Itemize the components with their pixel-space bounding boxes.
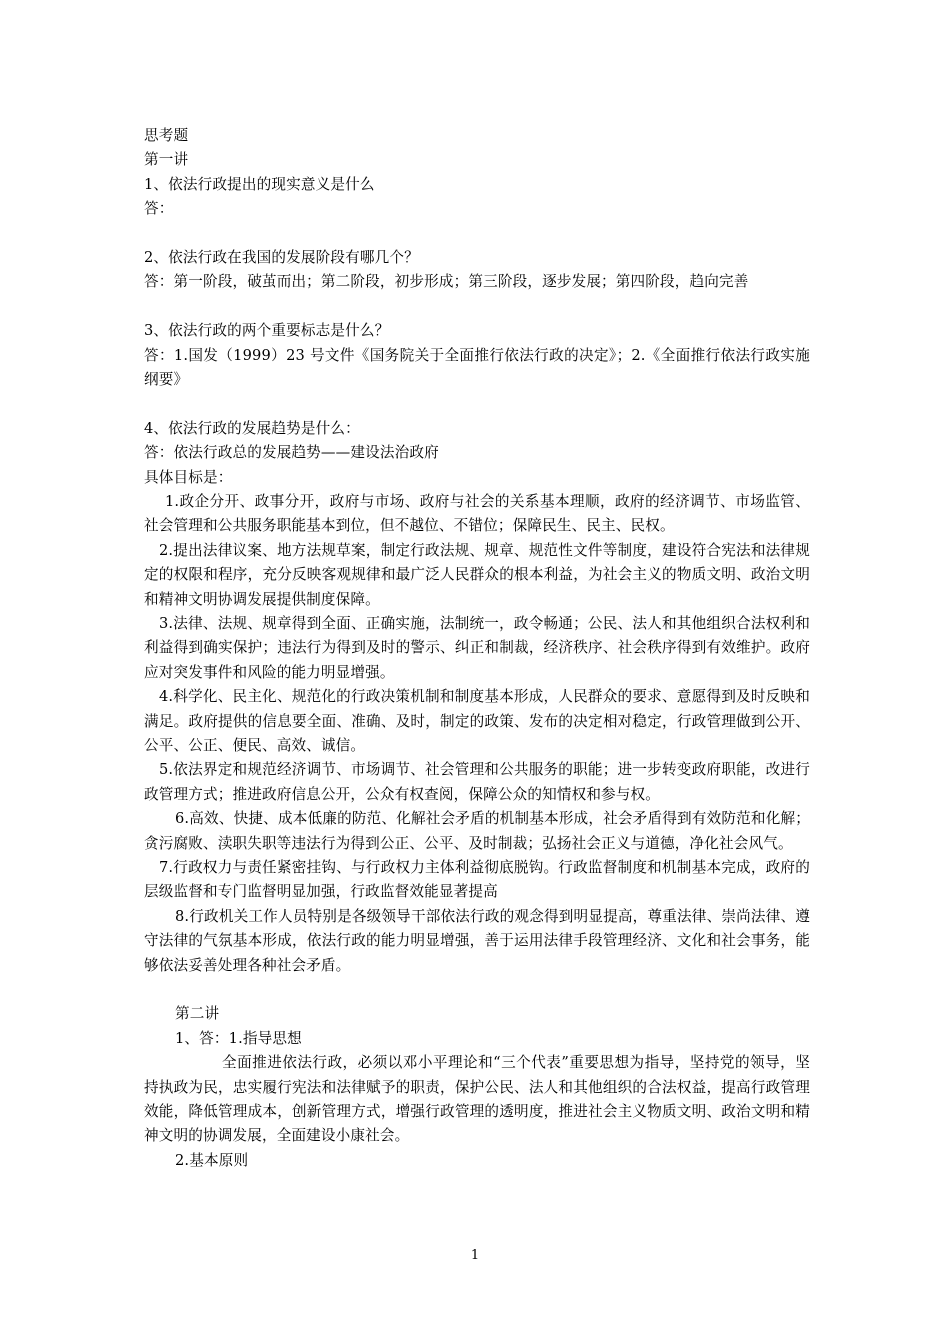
goal-item-6: 6.高效、快捷、成本低廉的防范、化解社会矛盾的机制基本形成，社会矛盾得到有效防范和化解；贪污腐败、渎职失职等违法行为得到公正、公平、及时制裁；弘扬社会正义与道德，净化社会风气。 — [144, 810, 810, 852]
blank-line — [144, 222, 810, 246]
goal-item-3: 3.法律、法规、规章得到全面、正确实施，法制统一，政令畅通；公民、法人和其他组织合法权利和利益得到确实保护；违法行为得到及时的警示、纠正和制裁，经济秩序、社会秩序得到有效维护。政府应对突发事件和风险的能力明显增强。 — [144, 614, 810, 681]
blank-line — [144, 978, 810, 1002]
question-1: 1、依法行政提出的现实意义是什么 — [144, 175, 375, 193]
page-number: 1 — [470, 1248, 480, 1263]
document-body — [144, 124, 810, 1173]
lecture-2-heading: 第二讲 — [175, 1005, 220, 1023]
goal-item-4: 4.科学化、民主化、规范化的行政决策机制和制度基本形成，人民群众的要求、意愿得到及时反映和满足。政府提供的信息要全面、准确、及时，制定的政策、发布的决定相对稳定，行政管理做到公开、公平、公正、便民、高效、诚信。 — [144, 688, 810, 754]
question-4: 4、依法行政的发展趋势是什么： — [144, 419, 360, 437]
answer-4: 答：依法行政总的发展趋势——建设法治政府 — [144, 444, 439, 462]
lecture-2-answer-1-body: 全面推进依法行政，必须以邓小平理论和“三个代表”重要思想为指导，坚持党的领导，坚持执政为民，忠实履行宪法和法律赋予的职责，保护公民、法人和其他组织的合法权益，提高行政管理效能，降低管理成本，创新管理方式，增强行政管理的透明度，推进社会主义物质文明、政治文明和精神文明的协调发展，全面建设小康社会。 — [144, 1054, 810, 1145]
answer-1: 答： — [144, 200, 174, 218]
lecture-2-subheading-2: 2.基本原则 — [175, 1151, 249, 1169]
goal-item-7: 7.行政权力与责任紧密挂钩、与行政权力主体利益彻底脱钩。行政监督制度和机制基本完成，政府的层级监督和专门监督明显加强，行政监督效能显著提高 — [144, 858, 810, 901]
question-2: 2、依法行政在我国的发展阶段有哪几个？ — [144, 248, 419, 266]
document-title: 思考题 — [144, 127, 189, 144]
blank-line — [144, 392, 810, 416]
goal-item-2: 2.提出法律议案、地方法规草案，制定行政法规、规章、规范性文件等制度，建设符合宪法和法律规定的权限和程序，充分反映客观规律和最广泛人民群众的根本利益，为社会主义的物质文明、政治文明和精神文明协调发展提供制度保障。 — [144, 541, 810, 608]
blank-line — [144, 295, 810, 319]
goal-item-5: 5.依法界定和规范经济调节、市场调节、社会管理和公共服务的职能；进一步转变政府职能，改进行政管理方式；推进政府信息公开，公众有权查阅，保障公众的知情权和参与权。 — [144, 761, 810, 803]
answer-3: 答：1.国发（1999）23 号文件《国务院关于全面推行依法行政的决定》；2.《全面推行依法行政实施纲要》 — [144, 346, 810, 388]
goals-intro: 具体目标是： — [144, 468, 233, 486]
lecture-2-answer-1-title: 1、答：1.指导思想 — [175, 1029, 302, 1047]
goal-item-1: 1.政企分开、政事分开，政府与市场、政府与社会的关系基本理顺，政府的经济调节、市场监管、社会管理和公共服务职能基本到位，但不越位、不错位；保障民生、民主、民权。 — [144, 492, 810, 535]
goal-item-8: 8.行政机关工作人员特别是各级领导干部依法行政的观念得到明显提高，尊重法律、崇尚法律、遵守法律的气氛基本形成，依法行政的能力明显增强，善于运用法律手段管理经济、文化和社会事务，能够依法妥善处理各种社会矛盾。 — [144, 907, 810, 974]
lecture-1-heading: 第一讲 — [144, 151, 189, 169]
answer-2: 答：第一阶段，破茧而出；第二阶段，初步形成；第三阶段，逐步发展；第四阶段，趋向完善 — [144, 273, 749, 291]
question-3: 3、依法行政的两个重要标志是什么？ — [144, 322, 390, 340]
